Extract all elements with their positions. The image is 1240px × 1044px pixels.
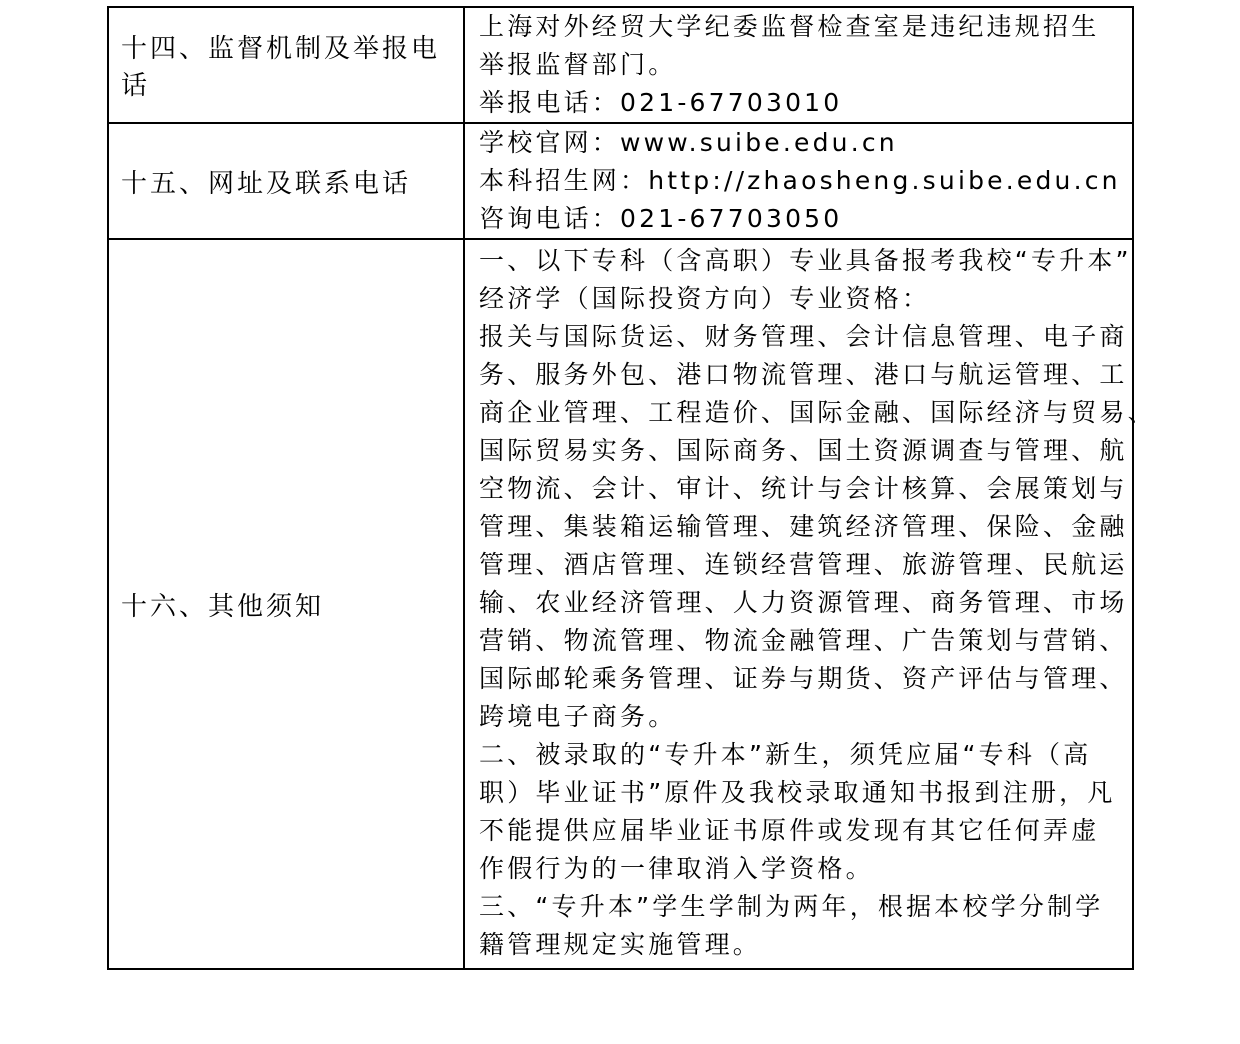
row-content	[464, 239, 1156, 969]
content-line: 举报电话：021-67703010	[479, 88, 843, 117]
content-line: 一、以下专科（含高职）专业具备报考我校“专升本”	[479, 246, 1132, 275]
row-label: 十四、监督机制及举报电话	[108, 7, 464, 123]
content-line: 营销、物流管理、物流金融管理、广告策划与营销、	[479, 626, 1128, 655]
table-row-notes	[108, 239, 1133, 969]
content-line: 作假行为的一律取消入学资格。	[479, 854, 874, 883]
row-content	[464, 123, 1133, 239]
table-row-contact	[108, 123, 1133, 239]
content-line: 籍管理规定实施管理。	[479, 930, 762, 959]
table-row-supervision	[108, 7, 1133, 123]
content-line: 三、“专升本”学生学制为两年，根据本校学分制学	[479, 892, 1104, 921]
content-line: 不能提供应届毕业证书原件或发现有其它任何弄虚	[479, 816, 1100, 845]
content-line: 二、被录取的“专升本”新生，须凭应届“专科（高	[479, 740, 1092, 769]
content-line: 商企业管理、工程造价、国际金融、国际经济与贸易、	[479, 398, 1156, 427]
row-label: 十六、其他须知	[108, 239, 464, 969]
content-line: 空物流、会计、审计、统计与会计核算、会展策划与	[479, 474, 1128, 503]
row-label: 十五、网址及联系电话	[108, 123, 464, 239]
content-line: 职）毕业证书”原件及我校录取通知书报到注册，凡	[479, 778, 1116, 807]
info-table	[107, 6, 1156, 970]
content-line: 学校官网：www.suibe.edu.cn	[479, 128, 898, 157]
content-line: 上海对外经贸大学纪委监督检查室是违纪违规招生	[479, 12, 1100, 41]
content-line: 报关与国际货运、财务管理、会计信息管理、电子商	[479, 322, 1128, 351]
content-line: 管理、酒店管理、连锁经营管理、旅游管理、民航运	[479, 550, 1128, 579]
content-line: 国际贸易实务、国际商务、国土资源调查与管理、航	[479, 436, 1128, 465]
content-line: 输、农业经济管理、人力资源管理、商务管理、市场	[479, 588, 1128, 617]
row-content	[464, 7, 1133, 123]
content-line: 管理、集装箱运输管理、建筑经济管理、保险、金融	[479, 512, 1128, 541]
content-line: 举报监督部门。	[479, 50, 677, 79]
content-line: 跨境电子商务。	[479, 702, 677, 731]
content-line: 经济学（国际投资方向）专业资格：	[479, 284, 931, 313]
content-line: 国际邮轮乘务管理、证券与期货、资产评估与管理、	[479, 664, 1128, 693]
content-line: 务、服务外包、港口物流管理、港口与航运管理、工	[479, 360, 1128, 389]
content-line: 本科招生网：http://zhaosheng.suibe.edu.cn	[479, 166, 1121, 195]
content-line: 咨询电话：021-67703050	[479, 204, 843, 233]
